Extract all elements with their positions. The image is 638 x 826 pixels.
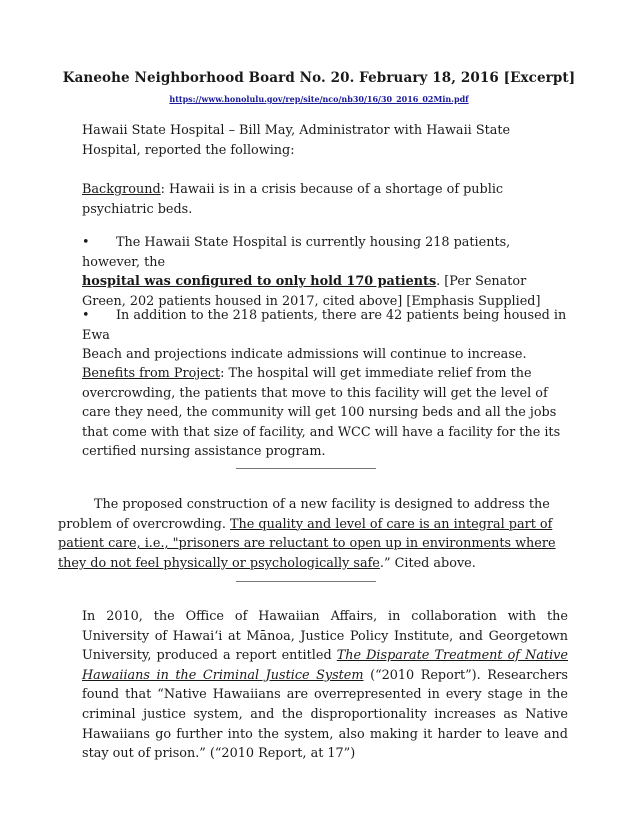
benefits-paragraph bbox=[82, 364, 568, 462]
report-paragraph bbox=[82, 607, 568, 764]
bullet-2-lead: In addition to the 218 patients, there are 42 patients being housed in Ewa bbox=[82, 308, 567, 343]
benefits-text: : The hospital will get immediate relief from the overcrowding, the patients that move to this facility will get the level of care they need, the community will get 100 nursing beds and all the jobs that come with that size of facility, and WCC will have a facility for the its certified nursing assistance program. bbox=[82, 366, 561, 460]
bullet-2-rest: Beach and projections indicate admissions will continue to increase. bbox=[82, 347, 527, 363]
benefits-heading: Benefits from Project bbox=[82, 366, 221, 381]
bullet-item-1 bbox=[82, 233, 568, 311]
bullet-item-2 bbox=[82, 306, 568, 365]
bullet-marker: • bbox=[82, 308, 90, 323]
separator-line bbox=[236, 581, 376, 582]
report-text-2: (“2010 Report”). Researchers found that “Native Hawaiians are overrepresented in every stage in the criminal justice system, and the disproportionality increases as Native Hawaiians go further into the system, also making it harder to leave and stay out of prison.” (“2010 Report, at 17”) bbox=[82, 667, 568, 762]
background-text: : Hawaii is in a crisis because of a shortage of public psychiatric beds. bbox=[82, 182, 504, 217]
construction-cite: .” Cited above. bbox=[379, 555, 476, 571]
document-title: Kaneohe Neighborhood Board No. 20. February 18, 2016 [Excerpt] bbox=[62, 70, 576, 86]
report-text-1: In 2010, the Office of Hawaiian Affairs, in collaboration with the University of Hawai‘i at Mānoa, Justice Policy Institute, and Georgetown University, produced a report entitled bbox=[82, 609, 568, 664]
report-title: The Disparate Treatment of Native Hawaiians in the Criminal Justice System bbox=[82, 648, 568, 683]
background-paragraph bbox=[82, 180, 568, 219]
background-heading: Background bbox=[82, 182, 161, 197]
intro-text: Hawaii State Hospital – Bill May, Administrator with Hawaii State Hospital, reported the following: bbox=[82, 123, 511, 158]
intro-paragraph bbox=[82, 121, 568, 160]
construction-paragraph bbox=[58, 495, 558, 573]
bullet-1-rest: . [Per Senator Green, 202 patients housed in 2017, cited above] [Emphasis Supplied] bbox=[82, 274, 541, 309]
bullet-marker: • bbox=[82, 235, 90, 250]
bullet-1-emphasis: hospital was configured to only hold 170 patients bbox=[82, 274, 437, 290]
separator-line bbox=[236, 468, 376, 469]
construction-quote: The quality and level of care is an integral part of patient care, i.e., "prisoners are reluctant to open up in environments where they do not feel physically or psychologically safe bbox=[58, 516, 556, 571]
construction-text: The proposed construction of a new facility is designed to address the problem of overcrowding. bbox=[58, 497, 550, 532]
source-link[interactable]: https://www.honolulu.gov/rep/site/nco/nb30/16/30_2016_02Min.pdf bbox=[169, 94, 469, 104]
bullet-1-lead: The Hawaii State Hospital is currently housing 218 patients, however, the bbox=[82, 235, 511, 270]
